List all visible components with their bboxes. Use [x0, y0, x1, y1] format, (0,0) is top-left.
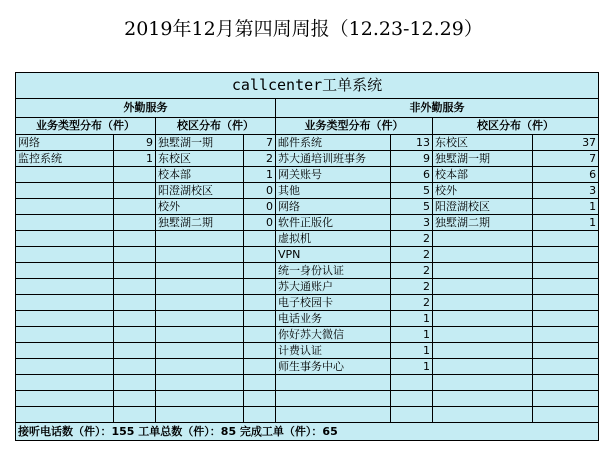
empty-cell — [16, 167, 114, 183]
table-row — [16, 151, 599, 167]
empty-cell — [114, 279, 156, 295]
field-campus-name: 校外 — [156, 199, 244, 215]
nonfield-business-name: 苏大通培训班事务 — [276, 151, 391, 167]
field-campus-name: 校本部 — [156, 167, 244, 183]
table-row — [16, 343, 599, 359]
empty-cell — [433, 279, 533, 295]
empty-cell — [433, 375, 533, 391]
nonfield-business-count: 6 — [391, 167, 433, 183]
report-title: 2019年12月第四周周报（12.23-12.29） — [124, 18, 483, 40]
empty-cell — [114, 375, 156, 391]
nonfield-business-name: 软件正版化 — [276, 215, 391, 231]
empty-cell — [244, 391, 276, 407]
empty-cell — [16, 407, 114, 423]
table-row — [16, 263, 599, 279]
empty-cell — [533, 247, 599, 263]
nonfield-business-count: 2 — [391, 295, 433, 311]
table-row — [16, 135, 599, 151]
empty-cell — [16, 215, 114, 231]
empty-cell — [156, 311, 244, 327]
nonfield-campus-name: 东校区 — [433, 135, 533, 151]
nonfield-business-name: 计费认证 — [276, 343, 391, 359]
empty-cell — [533, 359, 599, 375]
nonfield-campus-name: 阳澄湖校区 — [433, 199, 533, 215]
empty-cell — [16, 327, 114, 343]
empty-cell — [156, 391, 244, 407]
empty-cell — [114, 215, 156, 231]
field-campus-count: 2 — [244, 151, 276, 167]
empty-cell — [244, 327, 276, 343]
empty-cell — [244, 375, 276, 391]
non-field-service-header: 非外勤服务 — [276, 99, 599, 118]
nonfield-business-name: 其他 — [276, 183, 391, 199]
nonfield-campus-name: 校外 — [433, 183, 533, 199]
nonfield-business-name: 邮件系统 — [276, 135, 391, 151]
empty-cell — [114, 167, 156, 183]
table-row — [16, 247, 599, 263]
empty-cell — [114, 359, 156, 375]
empty-cell — [156, 343, 244, 359]
nonfield-campus-count: 1 — [533, 215, 599, 231]
empty-cell — [276, 391, 391, 407]
field-campus-name: 独墅湖二期 — [156, 215, 244, 231]
empty-cell — [16, 183, 114, 199]
field-campus-count: 0 — [244, 215, 276, 231]
nonfield-campus-count: 3 — [533, 183, 599, 199]
empty-cell — [433, 263, 533, 279]
nonfield-business-name: 统一身份认证 — [276, 263, 391, 279]
table-row — [16, 215, 599, 231]
nonfield-campus-header: 校区分布（件） — [433, 118, 599, 135]
empty-cell — [156, 327, 244, 343]
empty-cell — [114, 295, 156, 311]
empty-cell — [16, 231, 114, 247]
field-business-count: 1 — [114, 151, 156, 167]
empty-cell — [433, 231, 533, 247]
empty-cell — [244, 343, 276, 359]
table-row — [16, 311, 599, 327]
field-campus-count: 0 — [244, 199, 276, 215]
table-row — [16, 391, 599, 407]
nonfield-business-count: 2 — [391, 263, 433, 279]
field-business-name: 监控系统 — [16, 151, 114, 167]
nonfield-business-name: VPN — [276, 247, 391, 263]
empty-cell — [533, 343, 599, 359]
nonfield-business-count: 2 — [391, 279, 433, 295]
field-service-header: 外勤服务 — [16, 99, 276, 118]
empty-cell — [16, 375, 114, 391]
nonfield-business-count: 1 — [391, 359, 433, 375]
empty-cell — [156, 279, 244, 295]
nonfield-business-count: 1 — [391, 327, 433, 343]
empty-cell — [16, 311, 114, 327]
nonfield-campus-name: 独墅湖一期 — [433, 151, 533, 167]
empty-cell — [433, 391, 533, 407]
empty-cell — [114, 391, 156, 407]
field-campus-count: 0 — [244, 183, 276, 199]
nonfield-business-count: 5 — [391, 183, 433, 199]
table-row — [16, 295, 599, 311]
nonfield-business-count: 1 — [391, 343, 433, 359]
empty-cell — [433, 247, 533, 263]
empty-cell — [244, 311, 276, 327]
empty-cell — [533, 391, 599, 407]
empty-cell — [16, 279, 114, 295]
empty-cell — [114, 231, 156, 247]
empty-cell — [391, 375, 433, 391]
empty-cell — [114, 407, 156, 423]
empty-cell — [156, 407, 244, 423]
empty-cell — [156, 263, 244, 279]
empty-cell — [433, 327, 533, 343]
empty-cell — [533, 295, 599, 311]
table-row — [16, 231, 599, 247]
ticket-summary-table — [15, 72, 599, 441]
empty-cell — [533, 407, 599, 423]
table-row — [16, 183, 599, 199]
nonfield-business-name: 你好苏大微信 — [276, 327, 391, 343]
empty-cell — [114, 327, 156, 343]
empty-cell — [276, 375, 391, 391]
nonfield-business-name: 苏大通账户 — [276, 279, 391, 295]
empty-cell — [391, 407, 433, 423]
empty-cell — [16, 391, 114, 407]
empty-cell — [156, 359, 244, 375]
table-row — [16, 359, 599, 375]
empty-cell — [244, 295, 276, 311]
field-campus-name: 独墅湖一期 — [156, 135, 244, 151]
field-campus-count: 7 — [244, 135, 276, 151]
field-business-count: 9 — [114, 135, 156, 151]
empty-cell — [433, 343, 533, 359]
table-row — [16, 199, 599, 215]
empty-cell — [16, 295, 114, 311]
empty-cell — [114, 183, 156, 199]
empty-cell — [244, 407, 276, 423]
nonfield-business-count: 2 — [391, 231, 433, 247]
empty-cell — [433, 311, 533, 327]
nonfield-business-type-header: 业务类型分布（件） — [276, 118, 433, 135]
empty-cell — [114, 247, 156, 263]
empty-cell — [433, 295, 533, 311]
field-business-type-header: 业务类型分布（件） — [16, 118, 156, 135]
empty-cell — [244, 279, 276, 295]
empty-cell — [16, 343, 114, 359]
nonfield-business-name: 电话业务 — [276, 311, 391, 327]
system-banner: callcenter工单系统 — [16, 73, 599, 99]
nonfield-business-count: 2 — [391, 247, 433, 263]
empty-cell — [433, 359, 533, 375]
nonfield-campus-count: 1 — [533, 199, 599, 215]
empty-cell — [276, 407, 391, 423]
empty-cell — [244, 263, 276, 279]
table-row — [16, 375, 599, 391]
nonfield-business-count: 13 — [391, 135, 433, 151]
empty-cell — [114, 343, 156, 359]
empty-cell — [533, 279, 599, 295]
empty-cell — [391, 391, 433, 407]
field-business-name: 网络 — [16, 135, 114, 151]
empty-cell — [244, 231, 276, 247]
empty-cell — [433, 407, 533, 423]
empty-cell — [244, 359, 276, 375]
nonfield-business-name: 电子校园卡 — [276, 295, 391, 311]
empty-cell — [114, 199, 156, 215]
field-campus-name: 阳澄湖校区 — [156, 183, 244, 199]
nonfield-campus-name: 独墅湖二期 — [433, 215, 533, 231]
field-campus-name: 东校区 — [156, 151, 244, 167]
empty-cell — [16, 199, 114, 215]
summary-footer: 接听电话数（件）：155 工单总数（件）：85 完成工单（件）：65 — [16, 423, 599, 441]
empty-cell — [533, 327, 599, 343]
nonfield-business-count: 3 — [391, 215, 433, 231]
empty-cell — [16, 359, 114, 375]
empty-cell — [244, 247, 276, 263]
empty-cell — [114, 263, 156, 279]
table-row — [16, 407, 599, 423]
empty-cell — [114, 311, 156, 327]
nonfield-business-name: 网关账号 — [276, 167, 391, 183]
field-campus-count: 1 — [244, 167, 276, 183]
empty-cell — [16, 263, 114, 279]
table-row — [16, 279, 599, 295]
nonfield-business-count: 9 — [391, 151, 433, 167]
nonfield-campus-count: 7 — [533, 151, 599, 167]
empty-cell — [16, 247, 114, 263]
nonfield-business-name: 师生事务中心 — [276, 359, 391, 375]
nonfield-campus-count: 37 — [533, 135, 599, 151]
nonfield-business-name: 虚拟机 — [276, 231, 391, 247]
nonfield-business-count: 1 — [391, 311, 433, 327]
empty-cell — [156, 295, 244, 311]
table-row — [16, 167, 599, 183]
empty-cell — [533, 231, 599, 247]
table-row — [16, 327, 599, 343]
nonfield-campus-name: 校本部 — [433, 167, 533, 183]
empty-cell — [156, 247, 244, 263]
empty-cell — [533, 375, 599, 391]
empty-cell — [156, 375, 244, 391]
empty-cell — [533, 311, 599, 327]
nonfield-campus-count: 6 — [533, 167, 599, 183]
nonfield-business-name: 网络 — [276, 199, 391, 215]
nonfield-business-count: 5 — [391, 199, 433, 215]
empty-cell — [156, 231, 244, 247]
field-campus-header: 校区分布（件） — [156, 118, 276, 135]
empty-cell — [533, 263, 599, 279]
